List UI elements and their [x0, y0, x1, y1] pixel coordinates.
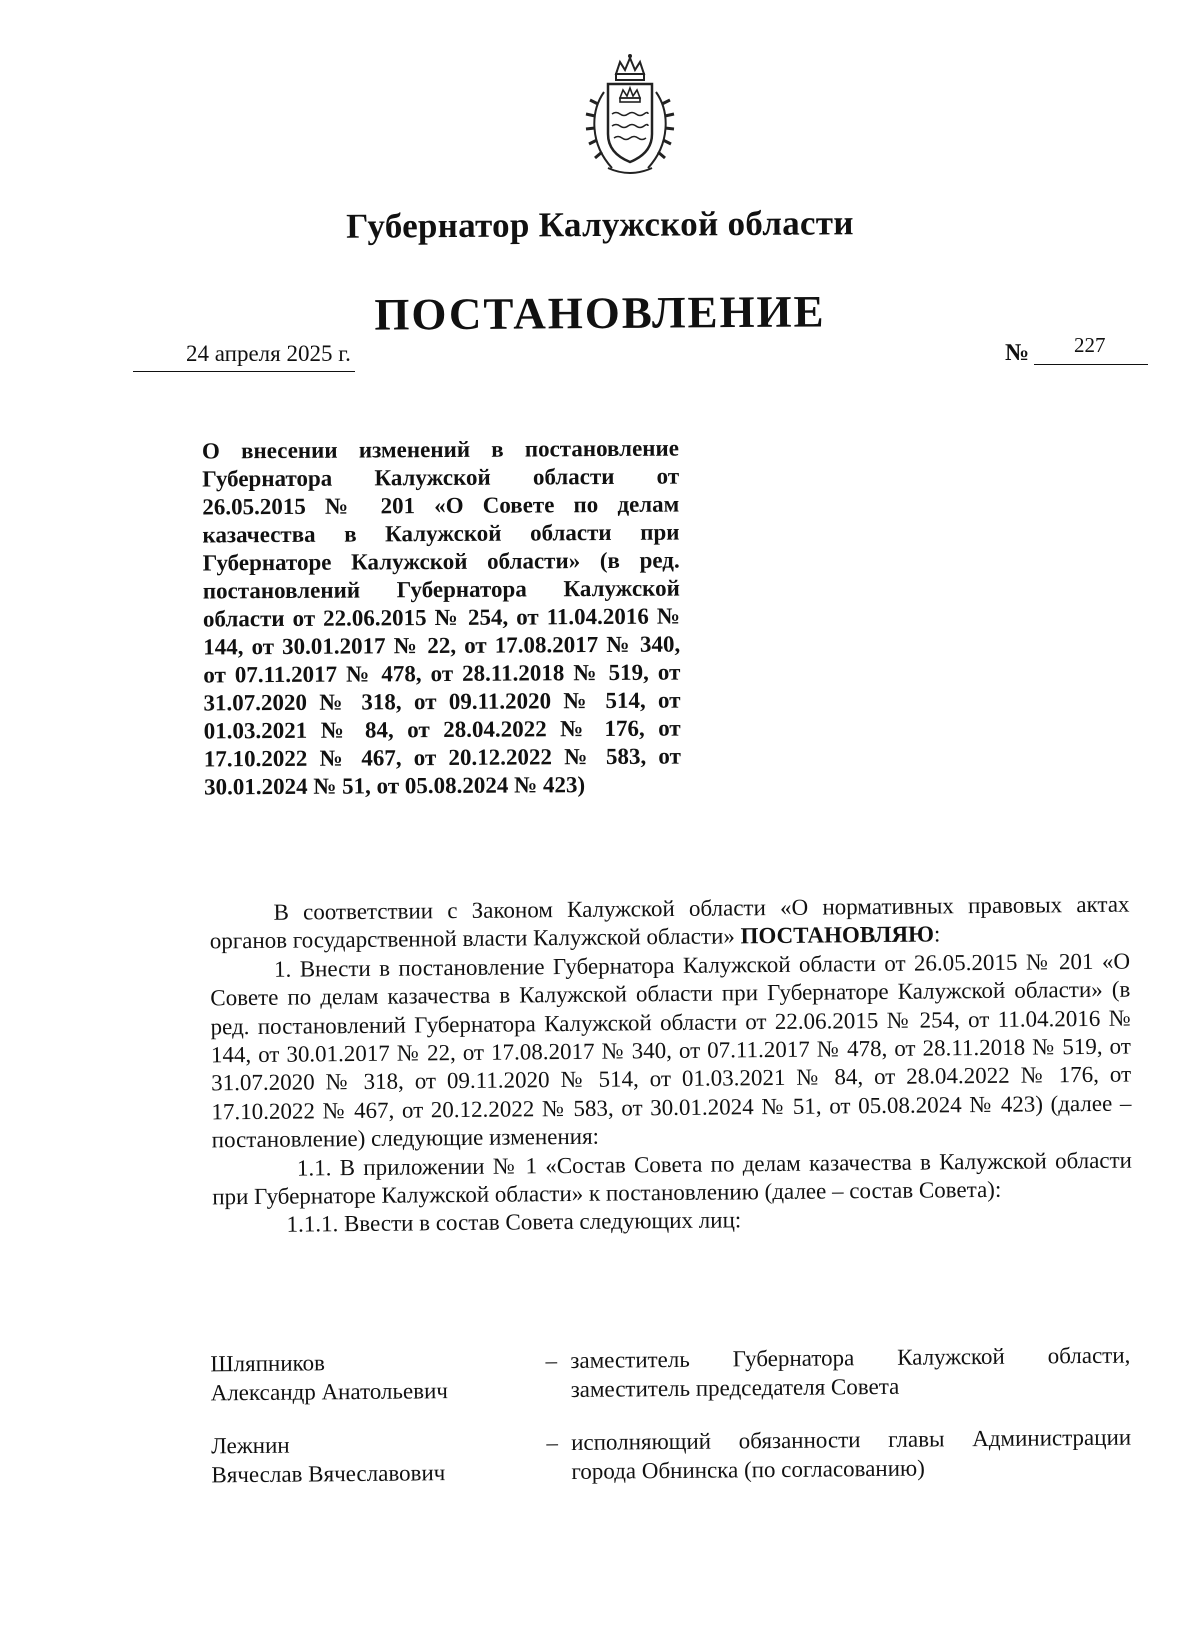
member-surname: Шляпников [210, 1350, 326, 1377]
issuing-authority: Губернатор Калужской области [346, 203, 854, 246]
member-row [211, 1423, 1132, 1514]
member-given-names: Александр Анатольевич [210, 1378, 449, 1406]
member-dash: – [545, 1348, 558, 1374]
document-body [209, 891, 1132, 1241]
item-1: 1. Внести в постановление Губернатора Калужской области от 26.05.2015 № 201 «О Совете по делам казачества в Калужской области при Губернаторе Калужской области» (в ред. постановлений Губернатора Калужской области от 22.06.2015 № 254, от 11.04.2016 № 144, от 30.01.2017 № 22, от 17.08.2017 № 340, от 07.11.2017 № 478, от 28.11.2018 № 519, от 31.07.2020 № 318, от 09.11.2020 № 514, от 01.03.2021 № 84, от 28.04.2022 № 176, от 17.10.2022 № 467, от 20.12.2022 № 583, от 30.01.2024 № 51, от 05.08.2024 № 423) (далее – постановление) следующие изменения: [210, 948, 1132, 1153]
member-row [210, 1341, 1131, 1432]
number-label: № [1005, 340, 1030, 366]
decree-word: ПОСТАНОВЛЯЮ [740, 921, 935, 949]
member-dash: – [546, 1430, 559, 1456]
item-1-1: 1.1. В приложении № 1 «Состав Совета по делам казачества в Калужской области при Губернаторе Калужской области» к постановлению (далее – состав Совета): [212, 1147, 1133, 1210]
item-1-1-1: 1.1.1. Ввести в состав Совета следующих лиц: [286, 1207, 742, 1238]
document-title: О внесении изменений в постановление Губернатора Калужской области от 26.05.2015 № 201 «О Совете по делам казачества в Калужской области при Губернаторе Калужской области» (в ред. постановлений Губернатора Калужской области от 22.06.2015 № 254, от 11.04.2016 № 144, от 30.01.2017 № 22, от 17.08.2017 № 340, от 07.11.2017 № 478, от 28.11.2018 № 519, от 31.07.2020 № 318, от 09.11.2020 № 514, от 01.03.2021 № 84, от 28.04.2022 № 176, от 17.10.2022 № 467, от 20.12.2022 № 583, от 30.01.2024 № 51, от 05.08.2024 № 423) [201, 435, 681, 800]
document-type-heading: ПОСТАНОВЛЕНИЕ [374, 286, 826, 340]
coat-of-arms-emblem [578, 52, 682, 180]
document-number: 227 [1074, 333, 1106, 357]
preamble-paragraph [209, 891, 1130, 957]
decree-colon: : [933, 921, 941, 947]
member-surname: Лежнин [211, 1432, 290, 1459]
member-name [210, 1346, 531, 1407]
member-given-names: Вячеслав Вячеславович [211, 1460, 446, 1488]
member-role: исполняющий обязанности главы Администрации города Обнинска (по согласованию) [571, 1424, 1132, 1484]
council-members-list [210, 1341, 1132, 1514]
document-date: 24 апреля 2025 г. [186, 341, 351, 366]
preamble-text: В соответствии с Законом Калужской области «О нормативных правовых актах органов государственной власти Калужской области» [209, 891, 1130, 954]
member-role: заместитель Губернатора Калужской области, заместитель председателя Совета [570, 1342, 1131, 1402]
member-name [211, 1428, 532, 1489]
